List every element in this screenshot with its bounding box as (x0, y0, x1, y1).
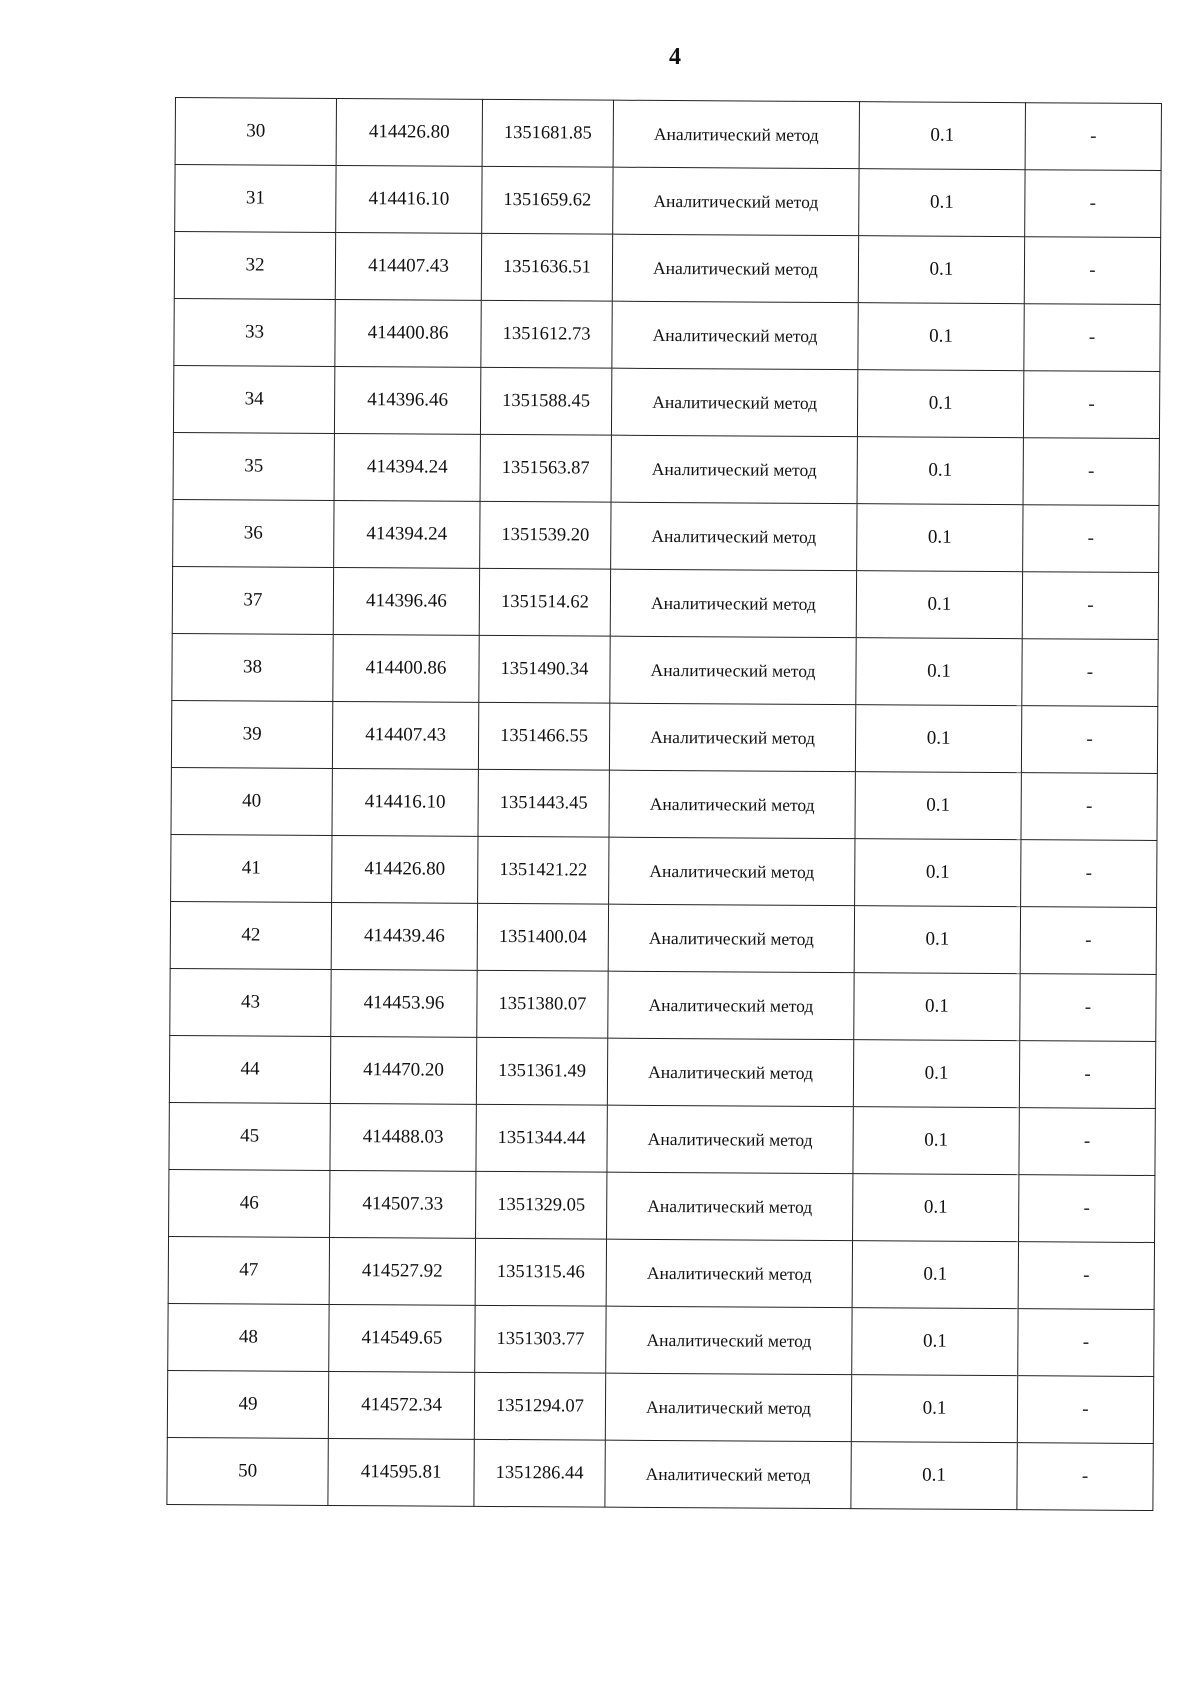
x-coordinate-cell: 414400.86 (335, 299, 481, 367)
accuracy-cell: 0.1 (858, 236, 1024, 304)
point-number-cell: 30 (175, 98, 336, 166)
y-coordinate-cell: 1351612.73 (481, 300, 612, 368)
table-row (169, 1102, 1155, 1175)
table-row (167, 1370, 1153, 1443)
method-cell: Аналитический метод (612, 301, 858, 370)
description-cell: - (1025, 170, 1161, 238)
x-coordinate-cell: 414396.46 (333, 567, 479, 635)
method-cell: Аналитический метод (605, 1440, 851, 1509)
table-row (171, 834, 1157, 907)
y-coordinate-cell: 1351294.07 (474, 1372, 605, 1440)
accuracy-cell: 0.1 (857, 370, 1023, 438)
method-cell: Аналитический метод (606, 1306, 852, 1375)
y-coordinate-cell: 1351303.77 (475, 1305, 606, 1373)
description-cell: - (1019, 1041, 1155, 1109)
method-cell: Аналитический метод (612, 234, 858, 303)
point-number-cell: 43 (170, 968, 331, 1036)
method-cell: Аналитический метод (611, 502, 857, 571)
method-cell: Аналитический метод (607, 1038, 853, 1107)
point-number-cell: 35 (173, 432, 334, 500)
method-cell: Аналитический метод (611, 435, 857, 504)
description-cell: - (1023, 371, 1159, 439)
x-coordinate-cell: 414416.10 (332, 768, 478, 836)
method-cell: Аналитический метод (609, 770, 855, 839)
x-coordinate-cell: 414527.92 (329, 1237, 475, 1305)
y-coordinate-cell: 1351681.85 (482, 99, 613, 167)
method-cell: Аналитический метод (607, 1105, 853, 1174)
point-number-cell: 41 (171, 834, 332, 902)
page-number: 4 (669, 44, 681, 70)
accuracy-cell: 0.1 (851, 1442, 1017, 1510)
table-row (168, 1303, 1154, 1376)
point-number-cell: 34 (173, 365, 334, 433)
table-row (170, 901, 1156, 974)
x-coordinate-cell: 414488.03 (330, 1103, 476, 1171)
table-row (174, 232, 1160, 305)
description-cell: - (1019, 1108, 1155, 1176)
table-row (168, 1236, 1154, 1309)
x-coordinate-cell: 414407.43 (335, 232, 481, 300)
point-number-cell: 40 (171, 767, 332, 835)
y-coordinate-cell: 1351400.04 (477, 903, 608, 971)
point-number-cell: 36 (173, 499, 334, 567)
x-coordinate-cell: 414426.80 (336, 98, 482, 166)
x-coordinate-cell: 414400.86 (333, 634, 479, 702)
accuracy-cell: 0.1 (852, 1241, 1018, 1309)
y-coordinate-cell: 1351380.07 (477, 970, 608, 1038)
accuracy-cell: 0.1 (854, 906, 1020, 974)
description-cell: - (1017, 1443, 1153, 1511)
accuracy-cell: 0.1 (851, 1375, 1017, 1443)
x-coordinate-cell: 414439.46 (331, 902, 477, 970)
method-cell: Аналитический метод (606, 1239, 852, 1308)
y-coordinate-cell: 1351315.46 (475, 1238, 606, 1306)
method-cell: Аналитический метод (607, 1172, 853, 1241)
x-coordinate-cell: 414426.80 (332, 835, 478, 903)
accuracy-cell: 0.1 (859, 102, 1025, 170)
method-cell: Аналитический метод (605, 1373, 851, 1442)
table-row (171, 700, 1157, 773)
table-row (173, 432, 1159, 505)
table-row (169, 1169, 1155, 1242)
x-coordinate-cell: 414595.81 (328, 1438, 474, 1506)
point-number-cell: 44 (169, 1035, 330, 1103)
accuracy-cell: 0.1 (857, 504, 1023, 572)
y-coordinate-cell: 1351514.62 (479, 568, 610, 636)
point-number-cell: 42 (170, 901, 331, 969)
description-cell: - (1020, 907, 1156, 975)
y-coordinate-cell: 1351659.62 (482, 166, 613, 234)
point-number-cell: 48 (168, 1303, 329, 1371)
description-cell: - (1025, 103, 1161, 171)
x-coordinate-cell: 414453.96 (331, 969, 477, 1037)
coordinates-table (166, 97, 1162, 1511)
accuracy-cell: 0.1 (858, 303, 1024, 371)
y-coordinate-cell: 1351329.05 (476, 1171, 607, 1239)
description-cell: - (1023, 438, 1159, 506)
accuracy-cell: 0.1 (856, 571, 1022, 639)
point-number-cell: 49 (167, 1370, 328, 1438)
method-cell: Аналитический метод (609, 703, 855, 772)
point-number-cell: 38 (172, 633, 333, 701)
accuracy-cell: 0.1 (855, 705, 1021, 773)
y-coordinate-cell: 1351539.20 (480, 501, 611, 569)
y-coordinate-cell: 1351588.45 (480, 367, 611, 435)
description-cell: - (1021, 706, 1157, 774)
x-coordinate-cell: 414394.24 (334, 500, 480, 568)
accuracy-cell: 0.1 (855, 839, 1021, 907)
description-cell: - (1020, 974, 1156, 1042)
point-number-cell: 45 (169, 1102, 330, 1170)
point-number-cell: 33 (174, 298, 335, 366)
method-cell: Аналитический метод (608, 904, 854, 973)
table-row (172, 633, 1158, 706)
point-number-cell: 39 (171, 700, 332, 768)
point-number-cell: 50 (167, 1437, 328, 1505)
description-cell: - (1021, 840, 1157, 908)
y-coordinate-cell: 1351344.44 (476, 1104, 607, 1172)
description-cell: - (1024, 304, 1160, 372)
x-coordinate-cell: 414470.20 (330, 1036, 476, 1104)
method-cell: Аналитический метод (611, 368, 857, 437)
accuracy-cell: 0.1 (855, 772, 1021, 840)
method-cell: Аналитический метод (608, 971, 854, 1040)
method-cell: Аналитический метод (613, 100, 859, 169)
description-cell: - (1018, 1242, 1154, 1310)
accuracy-cell: 0.1 (853, 1174, 1019, 1242)
table-row (167, 1437, 1153, 1510)
table-row (170, 968, 1156, 1041)
accuracy-cell: 0.1 (852, 1308, 1018, 1376)
table-row (169, 1035, 1155, 1108)
x-coordinate-cell: 414507.33 (330, 1170, 476, 1238)
description-cell: - (1022, 639, 1158, 707)
point-number-cell: 46 (169, 1169, 330, 1237)
table-row (175, 165, 1161, 238)
description-cell: - (1019, 1175, 1155, 1243)
point-number-cell: 47 (168, 1236, 329, 1304)
coordinates-table-body (167, 98, 1162, 1511)
x-coordinate-cell: 414549.65 (329, 1304, 475, 1372)
description-cell: - (1022, 572, 1158, 640)
accuracy-cell: 0.1 (857, 437, 1023, 505)
description-cell: - (1023, 505, 1159, 573)
table-row (173, 365, 1159, 438)
accuracy-cell: 0.1 (854, 973, 1020, 1041)
table-row (174, 298, 1160, 371)
y-coordinate-cell: 1351421.22 (478, 836, 609, 904)
accuracy-cell: 0.1 (859, 169, 1025, 237)
method-cell: Аналитический метод (613, 167, 859, 236)
accuracy-cell: 0.1 (853, 1107, 1019, 1175)
y-coordinate-cell: 1351361.49 (476, 1037, 607, 1105)
method-cell: Аналитический метод (610, 569, 856, 638)
description-cell: - (1024, 237, 1160, 305)
accuracy-cell: 0.1 (853, 1040, 1019, 1108)
x-coordinate-cell: 414572.34 (328, 1371, 474, 1439)
y-coordinate-cell: 1351490.34 (479, 635, 610, 703)
method-cell: Аналитический метод (610, 636, 856, 705)
table-row (173, 499, 1159, 572)
point-number-cell: 32 (174, 232, 335, 300)
method-cell: Аналитический метод (609, 837, 855, 906)
y-coordinate-cell: 1351466.55 (478, 702, 609, 770)
description-cell: - (1017, 1376, 1153, 1444)
point-number-cell: 31 (175, 165, 336, 233)
x-coordinate-cell: 414394.24 (334, 433, 480, 501)
y-coordinate-cell: 1351443.45 (478, 769, 609, 837)
table-row (175, 98, 1161, 171)
description-cell: - (1018, 1309, 1154, 1377)
x-coordinate-cell: 414407.43 (332, 701, 478, 769)
y-coordinate-cell: 1351636.51 (481, 233, 612, 301)
x-coordinate-cell: 414396.46 (334, 366, 480, 434)
accuracy-cell: 0.1 (856, 638, 1022, 706)
y-coordinate-cell: 1351563.87 (480, 434, 611, 502)
y-coordinate-cell: 1351286.44 (474, 1439, 605, 1507)
table-row (171, 767, 1157, 840)
point-number-cell: 37 (172, 566, 333, 634)
description-cell: - (1021, 773, 1157, 841)
x-coordinate-cell: 414416.10 (336, 165, 482, 233)
table-row (172, 566, 1158, 639)
